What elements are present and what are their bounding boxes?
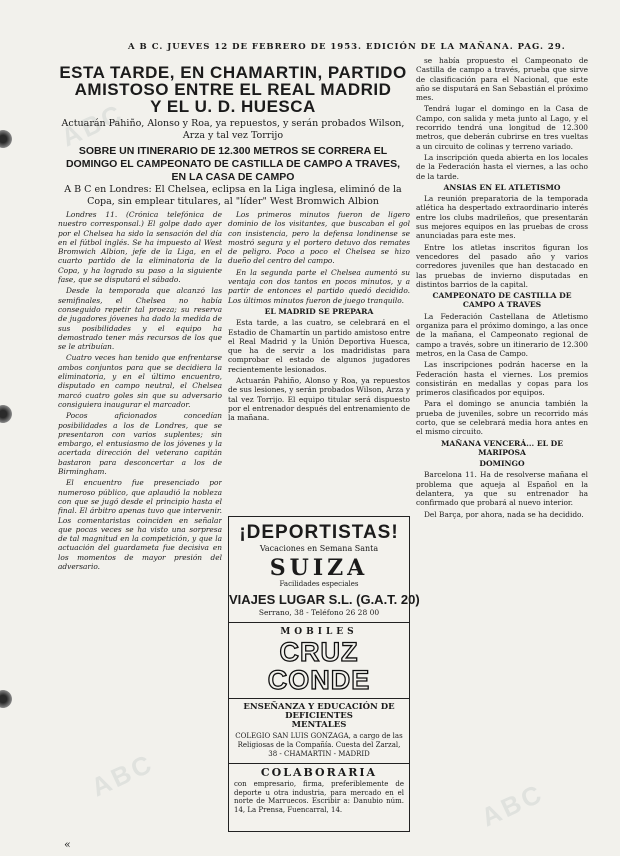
ad-school: COLEGIO SAN LUIS GONZAGA, a cargo de las Religiosas de la Compañía. Cuesta del Zarzal, 38 - CHAMARTIN - MADRID (235, 732, 403, 758)
paragraph: Los primeros minutos fueron de ligero dominio de los visitantes, que buscaban el gol con insistencia, pero la defensa londinense se mostró segura y el portero detuvo dos remates de peligro. Poco a poco el Chelsea se hizo dueño del centro del campo. (228, 210, 410, 266)
paragraph: El encuentro fue presenciado por numeroso público, que aplaudió la nobleza con que se jugó desde el principio hasta el final. El árbitro apenas tuvo que intervenir. Los comentaristas coinciden en señalar que pocas veces se ha visto una sorpresa de tal magnitud en la competición, y que la actuación del guardameta fue decisiva en los momentos de mayor presión del adversario. (58, 478, 222, 571)
headline-line-3: Y EL U. D. HUESCA (150, 97, 316, 116)
paragraph: Pocos aficionados concedían posibilidades a los de Londres, que se presentaron con varios suplentes; sin embargo, el entusiasmo de los jóvenes y la acertada dirección del veterano capitán bastaron para desconcertar a los de Birmingham. (58, 411, 222, 477)
watermark: ABC (476, 777, 549, 833)
subheadline: SOBRE UN ITINERARIO DE 12.300 METROS SE CORRERA EL DOMINGO EL CAMPEONATO DE CASTILLA DE CAMPO A TRAVES, EN LA CASA DE CAMPO (65, 145, 401, 183)
paragraph: Entre los atletas inscritos figuran los vencedores del pasado año y varios corredores juveniles que han destacado en las pruebas de invierno disputadas en distintos barrios de la capital. (416, 242, 588, 289)
ad-collab-text: con empresario, firma, preferiblemente de deporte u otra industria, para mercado en el norte de Marruecos. Escribir a: Danubio núm. 14, La Prensa, Fuencarral, 14. (234, 779, 404, 815)
ad-collab-title: COLABORARIA (260, 766, 378, 780)
watermark: ABC (86, 747, 159, 803)
article-column-1 (58, 210, 222, 832)
paragraph: Esta tarde, a las cuatro, se celebrará en el Estadio de Chamartín un partido amistoso entre el Real Madrid y la Unión Deportiva Huesca, que ha de servir a los madridistas para comprobar el estado de algunos jugadores recientemente lesionados. (228, 318, 410, 374)
running-head: A B C. JUEVES 12 DE FEBRERO DE 1953. EDICIÓN DE LA MAÑANA. PAG. 29. (128, 42, 566, 52)
watermark: ABC (56, 97, 129, 153)
paragraph: Del Barça, por ahora, nada se ha decidido. (424, 509, 584, 519)
ad-brand-subtitle: ENSEÑANZA Y EDUCACIÓN DE DEFICIENTES (243, 702, 395, 722)
paragraph: La Federación Castellana de Atletismo organiza para el próximo domingo, a las once de la mañana, el Campeonato regional de campo a través, sobre un itinerario de 12.300 metros, en la Casa de Campo. (416, 311, 588, 358)
paragraph: Barcelona 11. Ha de resolverse mañana el problema que aqueja al Español en la delantera, ya que su entrenador ha confirmado que probará al nuevo interior. (416, 470, 588, 508)
paragraph: La reunión preparatoria de la temporada atlética ha despertado extraordinario interés entre los clubs madrileños, que presentarán sus mejores equipos en las pruebas de cross anunciadas para este mes. (416, 194, 588, 241)
section-title-mariposa: MAÑANA VENCERÁ... EL DE MARIPOSA (441, 438, 563, 457)
headline-line-2: AMISTOSO ENTRE EL REAL MADRID (74, 80, 392, 99)
binding-hole (0, 405, 12, 423)
paragraph: Tendrá lugar el domingo en la Casa de Campo, con salida y meta junto al Lago, y el recorrido tendrá una longitud de 12.300 metros, que deberán cubrirse en tres vueltas a un circuito de colinas y terreno variado. (416, 104, 588, 151)
ad-agency: VIAJES LUGAR S.L. (G.A.T. 20) (229, 591, 420, 607)
ad-subtitle: Vacaciones en Semana Santa (259, 543, 379, 553)
binding-hole (0, 130, 12, 148)
article-column-2 (228, 210, 410, 512)
advertisement-block (228, 516, 420, 832)
ad-brand: CRUZ CONDE (267, 636, 371, 696)
paragraph: La inscripción queda abierta en los locales de la Federación hasta el viernes, a las ocho de la tarde. (416, 152, 588, 181)
ad-address: Serrano, 38 - Teléfono 26 28 00 (258, 608, 380, 618)
paragraph: En la segunda parte el Chelsea aumentó su ventaja con dos tantos en pocos minutos, y a partir de entonces el partido quedó decidido. Los últimos minutos fueron de juego tranquilo. (228, 267, 410, 305)
subheadline-deck: A B C en Londres: El Chelsea, eclipsa en la Liga inglesa, eliminó de la Copa, sin emplear titulares, al "líder" West Bromwich Albion (64, 184, 402, 207)
paragraph: se había propuesto el Campeonato de Castilla de campo a través, prueba que sirve de clasificación para el Nacional, que este año se disputará en San Sebastián el próximo mes. (416, 56, 588, 103)
ad-title: ¡DEPORTISTAS! (239, 522, 399, 543)
paragraph: Las inscripciones podrán hacerse en la Federación hasta el viernes. Los premios consistirán en medallas y copas para los primeros clasificados por equipos. (416, 360, 588, 398)
section-title-atletismo: ANSIAS EN EL ATLETISMO (443, 182, 561, 192)
section-title-madrid: EL MADRID SE PREPARA (264, 306, 374, 316)
headline-line-1: ESTA TARDE, EN CHAMARTIN, PARTIDO (59, 63, 407, 82)
footer-mark: « (64, 838, 71, 851)
ad-brand-subtitle-2: MENTALES (291, 720, 347, 731)
paragraph: Actuarán Pahiño, Alonso y Roa, ya repuestos de sus lesiones, y serán probados Wilson, Arza y tal vez Torrijo. El equipo titular será dispuesto por el entrenador después del entrenamiento de la mañana. (228, 376, 410, 423)
ad-destination-note: Facilidades especiales (279, 580, 359, 589)
binding-hole (0, 690, 12, 708)
article-column-4 (416, 56, 588, 834)
paragraph: Cuatro veces han tenido que enfrentarse ambos conjuntos para que se decidiera la eliminatoria, y en el último encuentro, disputado en campo neutral, el Chelsea marcó cuatro goles sin que su adversario consiguiera inaugurar el marcador. (58, 353, 222, 409)
ad-destination: SUIZA (269, 555, 369, 582)
paragraph: Londres 11. (Crónica telefónica de nuestro corresponsal.) El golpe dado ayer por el Chelsea ha sido la sensación del día en el fútbol inglés. Se ha impuesto al West Bromwich Albion, jefe de la Liga, en el cuarto partido de la eliminatoria de la Copa, y ha logrado su paso a la siguiente fase, que se disputará el sábado. (58, 210, 222, 285)
section-title-campeonato: CAMPEONATO DE CASTILLA DE CAMPO A TRAVES (432, 291, 572, 310)
ad-brand-top: MOBILES (280, 627, 358, 638)
paragraph: Para el domingo se anuncia también la prueba de juveniles, sobre un recorrido más corto, que se celebrará media hora antes en el mismo circuito. (416, 399, 588, 437)
paragraph: Desde la temporada que alcanzó las semifinales, el Chelsea no había conseguido repetir tal proeza; su reserva de jugadores jóvenes ha dado la medida de sus posibilidades y el equipo ha demostrado tener más recursos de los que se le atribuían. (58, 286, 222, 352)
section-subtitle-mariposa: DOMINGO (479, 459, 525, 469)
headline-deck: Actuarán Pahiño, Alonso y Roa, ya repuestos, y serán probados Wilson, Arza y tal vez Torrijo (61, 118, 405, 141)
